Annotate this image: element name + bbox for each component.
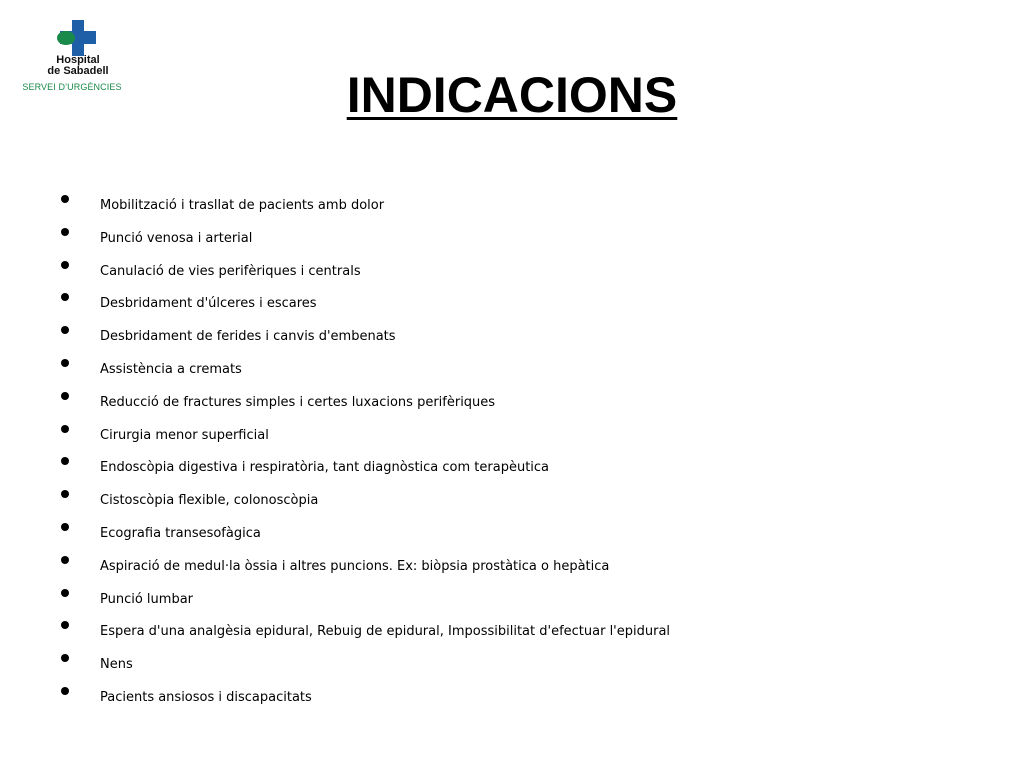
- list-item: [0, 615, 900, 648]
- page-title-text: INDICACIONS: [346, 67, 678, 123]
- list-item-text: Canulació de vies perifèriques i centrals: [100, 263, 361, 279]
- list-item: [0, 451, 900, 484]
- list-item: [0, 189, 900, 222]
- bullet-icon: [61, 490, 69, 498]
- hospital-name-line1: Hospital: [56, 54, 100, 66]
- list-item: [0, 255, 900, 288]
- bullet-icon: [61, 687, 69, 695]
- bullet-icon: [61, 326, 69, 334]
- page-title: [0, 62, 1024, 128]
- list-item-text: Pacients ansiosos i discapacitats: [100, 689, 312, 705]
- list-item: [0, 648, 900, 681]
- bullet-icon: [61, 654, 69, 662]
- list-item-text: Endoscòpia digestiva i respiratòria, tant diagnòstica com terapèutica: [100, 460, 550, 476]
- bullet-icon: [61, 293, 69, 301]
- list-item-text: Desbridament de ferides i canvis d'embenats: [100, 329, 396, 345]
- indications-list: [0, 189, 900, 714]
- list-item: [0, 583, 900, 616]
- bullet-icon: [61, 621, 69, 629]
- bullet-icon: [61, 261, 69, 269]
- list-item-text: Cistoscòpia flexible, colonoscòpia: [100, 493, 319, 509]
- list-item: [0, 681, 900, 714]
- list-item: [0, 320, 900, 353]
- department-label: SERVEI D’URGÈNCIES: [22, 82, 122, 92]
- list-item-text: Reducció de fractures simples i certes luxacions perifèriques: [100, 394, 496, 410]
- list-item-text: Punció lumbar: [100, 591, 194, 607]
- list-item: [0, 517, 900, 550]
- list-item-text: Espera d'una analgèsia epidural, Rebuig de epidural, Impossibilitat d'efectuar l'epidural: [100, 624, 671, 640]
- list-item-text: Cirurgia menor superficial: [100, 427, 269, 443]
- list-item: [0, 222, 900, 255]
- list-item: [0, 386, 900, 419]
- list-item-text: Ecografia transesofàgica: [100, 525, 261, 541]
- list-item-text: Desbridament d'úlceres i escares: [100, 296, 317, 312]
- list-item: [0, 419, 900, 452]
- bullet-icon: [61, 359, 69, 367]
- list-item-text: Nens: [100, 657, 133, 673]
- bullet-icon: [61, 195, 69, 203]
- list-item: [0, 353, 900, 386]
- list-item-text: Assistència a cremats: [100, 361, 242, 377]
- list-item: [0, 484, 900, 517]
- bullet-icon: [61, 523, 69, 531]
- bullet-icon: [61, 589, 69, 597]
- bullet-icon: [61, 228, 69, 236]
- list-item-text: Punció venosa i arterial: [100, 230, 253, 246]
- hospital-name-line2: de Sabadell: [47, 65, 109, 77]
- hospital-cross-icon: [55, 20, 101, 56]
- list-item: [0, 550, 900, 583]
- bullet-icon: [61, 425, 69, 433]
- list-item-text: Aspiració de medul·la òssia i altres puncions. Ex: biòpsia prostàtica o hepàtica: [100, 558, 610, 574]
- list-item-text: Mobilització i trasllat de pacients amb dolor: [100, 198, 385, 213]
- bullet-icon: [61, 457, 69, 465]
- list-item: [0, 287, 900, 320]
- bullet-icon: [61, 556, 69, 564]
- bullet-icon: [61, 392, 69, 400]
